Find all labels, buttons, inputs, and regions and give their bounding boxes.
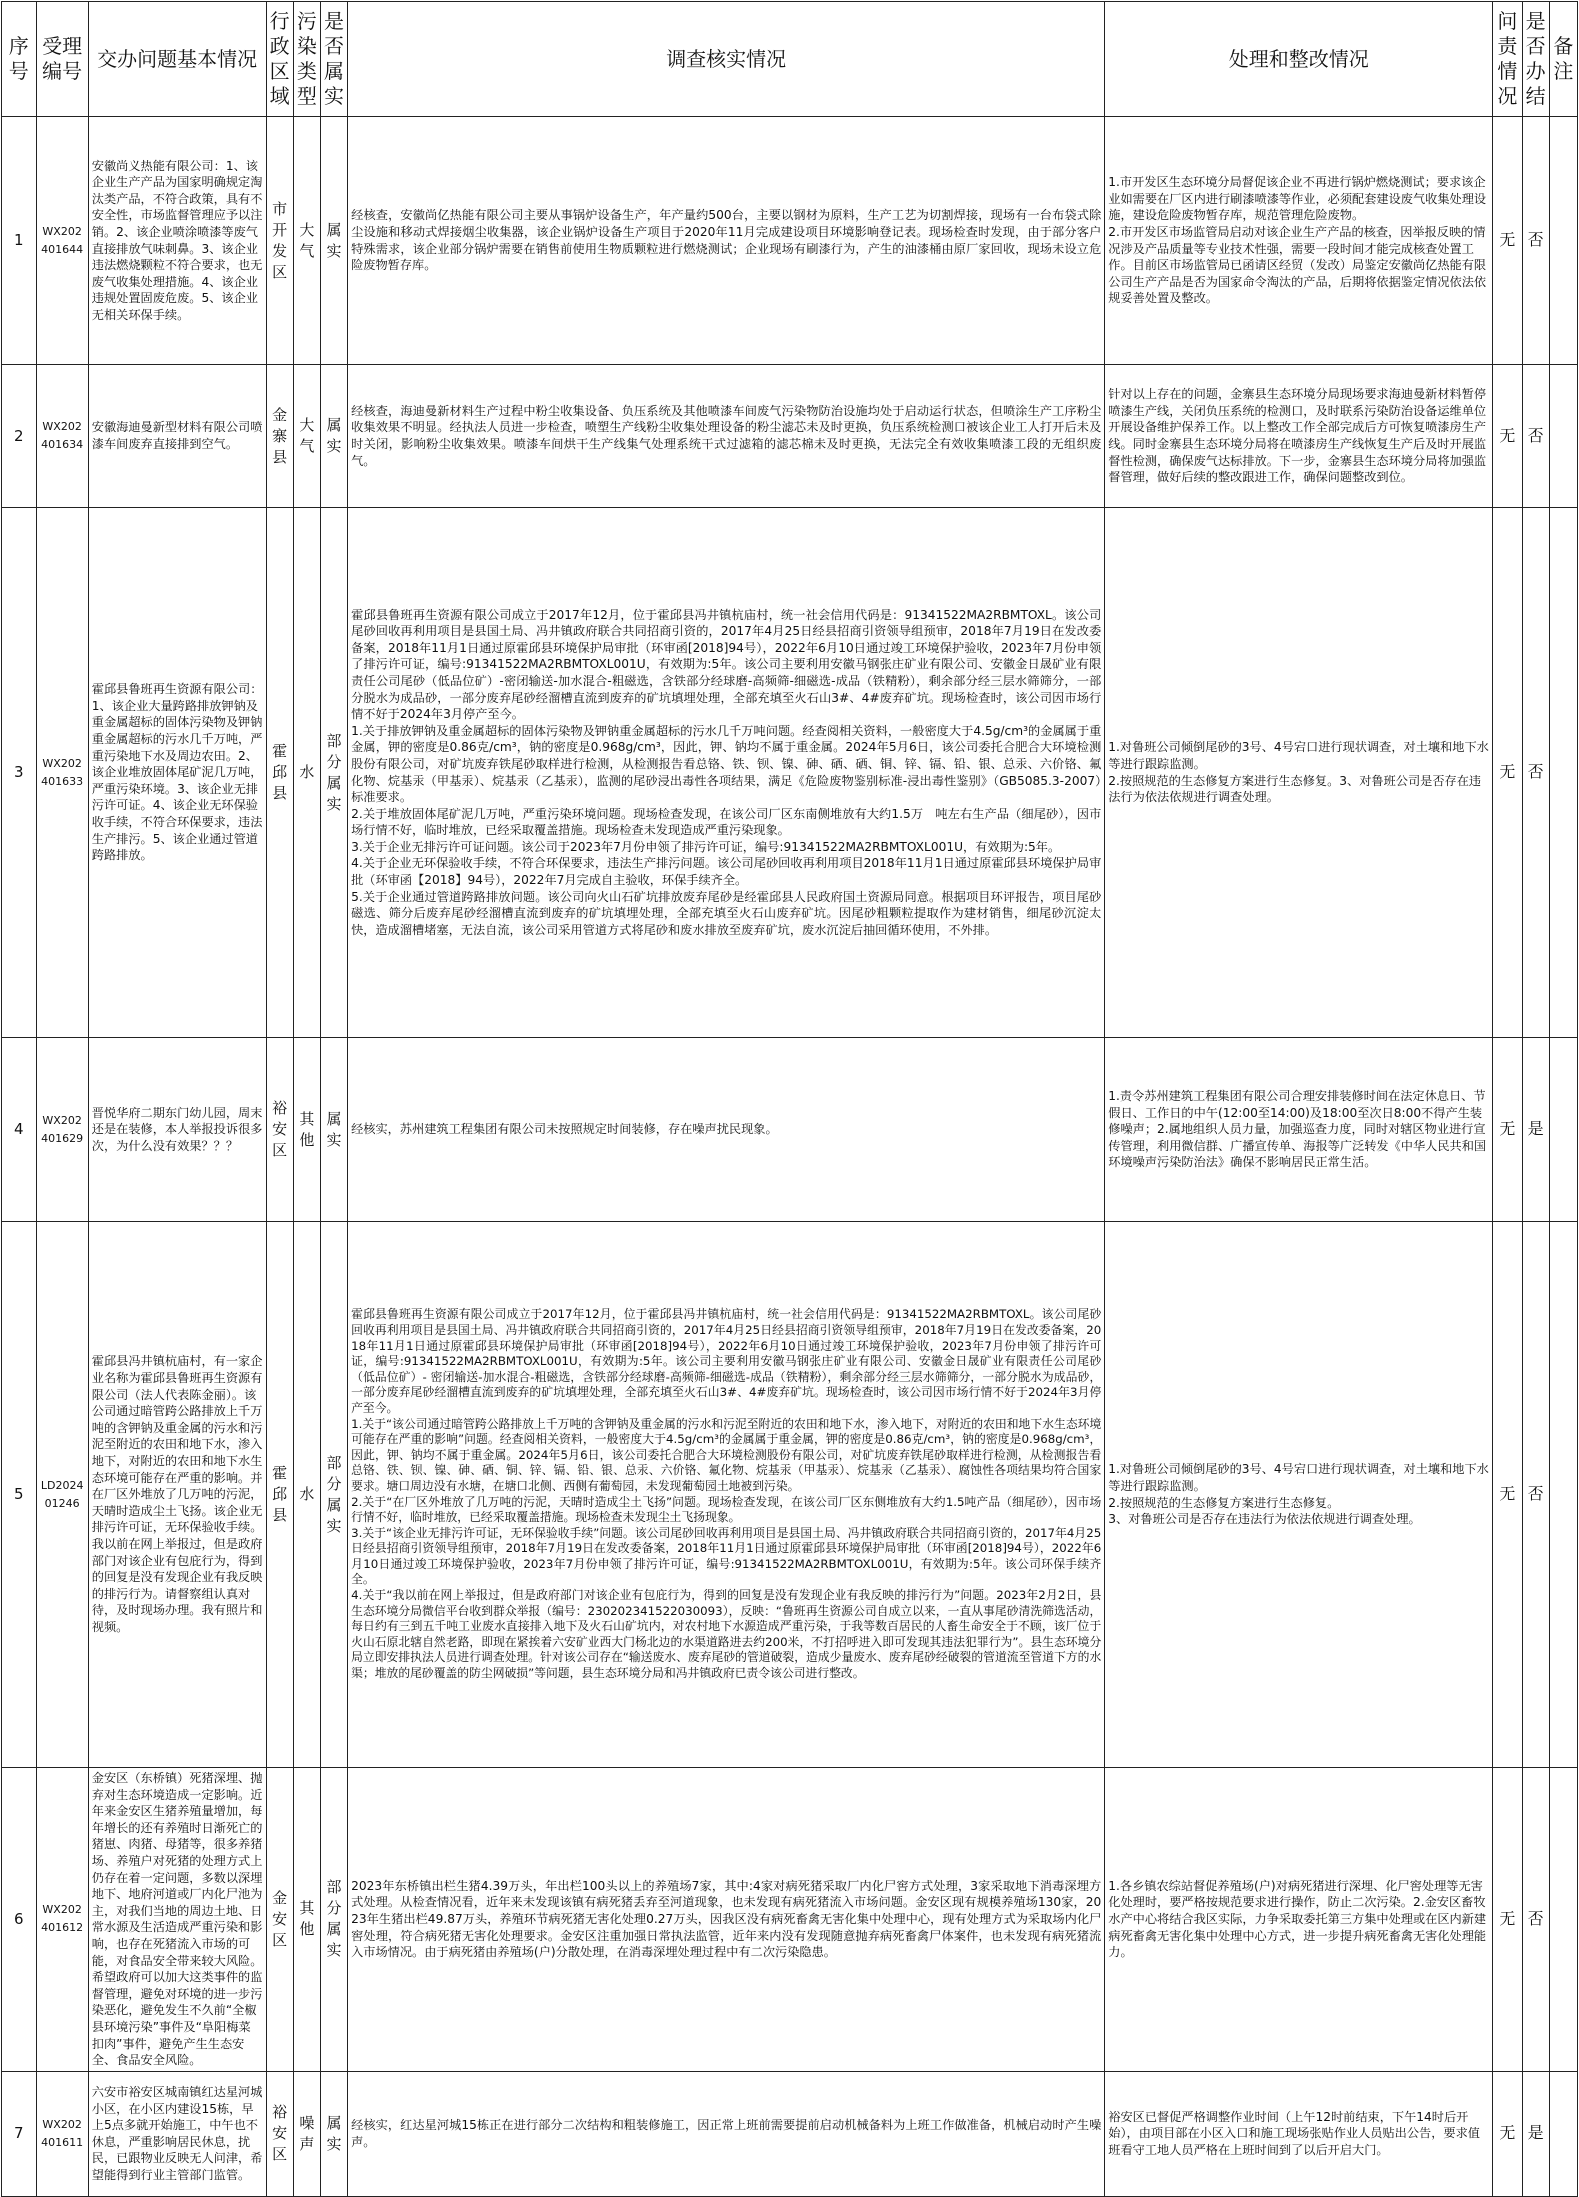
handling-paragraph: 1.责令苏州建筑工程集团有限公司合理安排装修时间在法定休息日、节假日、工作日的中午(12:00至14:00)及18:00至次日8:00不得产生装修噪声；2.属地组织人员力量，加强巡查力度，同时对辖区物业进行宣传管理，利用微信群、广播宣传单、海报等广泛转发《中华人民共和国环境噪声污染防治法》确保不影响居民正常生活。 xyxy=(1108,1089,1487,1170)
problem-cell: 安徽尚义热能有限公司：1、该企业生产产品为国家明确规定淘汰类产品，不符合政策，具有不安全性，市场监督管理应予以注销。2、该企业喷涂喷漆等废气直接排放气味刺鼻。3、该企业违法燃烧颗粒不符合要求，也无废气收集处理措施。4、该企业违规处置固废危废。5、该企业无相关环保手续。 xyxy=(88,117,266,365)
investigation-paragraph: 经核实，苏州建筑工程集团有限公司未按照规定时间装修，存在噪声扰民现象。 xyxy=(351,1122,778,1137)
handling-cell xyxy=(1105,1038,1493,1222)
table-row xyxy=(2,1768,1578,2072)
table-row xyxy=(2,1222,1578,1768)
pollution-type-cell: 其他 xyxy=(293,1038,320,1222)
investigation-paragraph: 经核查，安徽尚亿热能有限公司主要从事锅炉设备生产，年产量约500台，主要以钢材为原料，生产工艺为切割焊接，现场有一台布袋式除尘设施和移动式焊接烟尘收集器，该企业锅炉设备生产项目于2020年11月完成建设项目环境影响登记表。现场检查时发现，由于部分客户特殊需求，该企业部分锅炉需要在销售前使用生物质颗粒进行燃烧测试；企业现场有刷漆行为，产生的油漆桶由原厂家回收，现场未设立危险废物暂存库。 xyxy=(351,208,1102,273)
investigation-cell xyxy=(348,1038,1105,1222)
completed-cell: 否 xyxy=(1522,117,1549,365)
completed-cell: 是 xyxy=(1522,1038,1549,1222)
seq-cell: 5 xyxy=(2,1222,37,1768)
accountability-cell: 无 xyxy=(1493,2071,1522,2196)
table-row xyxy=(2,365,1578,508)
handling-paragraph: 1.对鲁班公司倾倒尾砂的3号、4号宕口进行现状调查，对土壤和地下水等进行跟踪监测。 xyxy=(1108,740,1489,771)
investigation-paragraph: 经核实，红达星河城15栋正在进行部分二次结构和粗装修施工，因正常上班前需要提前启动机械备料为上班工作做准备，机械启动时产生噪声。 xyxy=(351,2118,1102,2149)
id-cell: WX202401612 xyxy=(36,1768,88,2072)
investigation-paragraph: 2.关于堆放固体尾矿泥几万吨，严重污染环境问题。现场检查发现，在该公司厂区东南侧堆放有大约1.5万 吨左右生产品（细尾砂），因市场行情不好，临时堆放，已经采取覆盖措施。现场检查未发现造成严重污染现象。 xyxy=(351,806,1102,838)
problem-cell: 金安区（东桥镇）死猪深埋、抛弃对生态环境造成一定影响。近年来金安区生猪养殖量增加，每年增长的还有养殖时日渐死亡的猪崽、肉猪、母猪等，很多养猪场、养殖户对死猪的处理方式上仍存在着一定问题，多数以深埋地下、地府河道或厂内化尸池为主，对我们当地的周边土地、日常水源及生活造成严重污染和影响，也存在死猪流入市场的可能，对食品安全带来较大风险。希望政府可以加大这类事件的监督管理，避免对环境的进一步污染恶化，避免发生不久前“全椒县环境污染”事件及“阜阳梅菜扣肉”事件，避免产生生态安全、食品安全风险。 xyxy=(88,1768,266,2072)
completed-cell: 否 xyxy=(1522,1768,1549,2072)
header-investigation: 调查核实情况 xyxy=(348,2,1105,117)
verified-cell: 部分属实 xyxy=(320,1768,347,2072)
problem-cell: 晋悦华府二期东门幼儿园，周末还是在装修，本人举报投诉很多次，为什么没有效果？？？ xyxy=(88,1038,266,1222)
verified-cell: 部分属实 xyxy=(320,508,347,1038)
problem-cell: 六安市裕安区城南镇红达星河城小区，在小区内建设15栋，早上5点多就开始施工，中午也不休息，严重影响居民休息，扰民，已跟物业反映无人问津，希望能得到行业主管部门监管。 xyxy=(88,2071,266,2196)
investigation-paragraph: 4.关于“我以前在网上举报过，但是政府部门对该企业有包庇行为，得到的回复是没有发现企业有我反映的排污行为”问题。2023年2月2日，县生态环境分局微信平台收到群众举报（编号：230202341522030093），反映：“鲁班再生资源公司自成立以来，一直从事尾砂清洗筛选活动，每日约有三到五千吨工业废水直接排入地下及火石山矿坑内，对农村地下水源造成严重污染，于我等数百居民的人畜生命安全于不顾，该厂位于火山石原北辖自然老路，即现在紧挨着六安矿业西大门杨北边的水渠道路进去约200米，不打招呼进入即可发现其违法犯罪行为”。县生态环境分局立即安排执法人员进行调查处理。针对该公司存在“输送废水、废弃尾砂的管道破裂，造成少量废水、废弃尾砂经破裂的管道流至管道下方的水渠；堆放的尾砂覆盖的防尘网破损”等问题，县生态环境分局和冯井镇政府已责令该公司进行整改。 xyxy=(351,1588,1102,1681)
header-completed: 是否办结 xyxy=(1522,2,1549,117)
handling-cell xyxy=(1105,508,1493,1038)
problem-cell: 安徽海迪曼新型材料有限公司喷漆车间废弃直接排到空气。 xyxy=(88,365,266,508)
handling-paragraph: 1.各乡镇农综站督促养殖场(户)对病死猪进行深埋、化尸窖处理等无害化处理时，要严格按规范要求进行操作，防止二次污染。2.金安区畜牧水产中心将结合我区实际，力争采取委托第三方集中处理或在区内新建病死畜禽无害化集中处理中心方式，进一步提升病死畜禽无害化处理能力。 xyxy=(1108,1878,1487,1960)
investigation-cell xyxy=(348,1222,1105,1768)
header-accountability: 问责情况 xyxy=(1493,2,1522,117)
verified-cell: 属实 xyxy=(320,2071,347,2196)
investigation-paragraph: 2023年东桥镇出栏生猪4.39万头，年出栏100头以上的养殖场7家，其中:4家对病死猪采取厂内化尸窖方式处理，3家采取地下消毒深埋方式处理。从检查情况看，近年来未发现该镇有病死猪丢弃至河道现象，也未发现有病死猪流入市场问题。金安区现有规模养殖场130家，2023年生猪出栏49.87万头，养殖环节病死猪无害化处理0.27万头，因我区没有病死畜禽无害化集中处理中心，现有处理方式为采取场内化尸窖处理，符合病死猪无害化处理要求。金安区注重加强日常执法监管，近年来内没有发现随意抛弃病死畜禽尸体案件，也未发现有病死猪流入市场情况。由于病死猪由养殖场(户)分散处理，在消毒深埋处理过程中有二次污染隐患。 xyxy=(351,1878,1102,1960)
region-cell: 裕安区 xyxy=(266,1038,293,1222)
remark-cell xyxy=(1549,508,1577,1038)
accountability-cell: 无 xyxy=(1493,1768,1522,2072)
accountability-cell: 无 xyxy=(1493,117,1522,365)
id-cell: WX202401634 xyxy=(36,365,88,508)
pollution-type-cell: 水 xyxy=(293,508,320,1038)
handling-paragraph: 针对以上存在的问题，金寨县生态环境分局现场要求海迪曼新材料暂停喷漆生产线，关闭负压系统的检测口，及时联系污染防治设备运维单位开展设备维护保养工作。以上整改工作全部完成后方可恢复喷漆房生产线。同时金寨县生态环境分局将在喷漆房生产线恢复生产后及时开展监督性检测，确保废气达标排放。下一步，金寨县生态环境分局将加强监督管理，做好后续的整改跟进工作，确保问题整改到位。 xyxy=(1108,387,1487,485)
verified-cell: 属实 xyxy=(320,1038,347,1222)
header-verified: 是否属实 xyxy=(320,2,347,117)
handling-cell xyxy=(1105,1768,1493,2072)
investigation-paragraph: 2.关于“在厂区外堆放了几万吨的污泥，天晴时造成尘土飞扬”问题。现场检查发现，在该公司厂区东侧堆放有大约1.5吨产品（细尾砂），因市场行情不好，临时堆放，已经采取覆盖措施。现场检查未发现尘土飞扬现象。 xyxy=(351,1494,1102,1525)
investigation-paragraph: 霍邱县鲁班再生资源有限公司成立于2017年12月，位于霍邱县冯井镇杭庙村，统一社会信用代码是：91341522MA2RBMTOXL。该公司尾砂回收再利用项目是县国土局、冯井镇政府联合共同招商引资的，2017年4月25日经县招商引资领导组预审，2018年7月19日在发改委备案，2018年11月1日通过原霍邱县环境保护局审批（环审函[2018]94号），2022年6月10日通过竣工环境保护验收，2023年7月份申领了排污许可证，编号:91341522MA2RBMTOXL001U，有效期为:5年。该公司主要利用安徽马钢张庄矿业有限公司、安徽金日晟矿业有限责任公司尾砂（低品位矿）-密闭输送-加水混合-粗磁选，含铁部分经球磨-高频筛-细磁选-成品（铁精粉），剩余部分经三层水筛筛分，一部分脱水为成品砂，一部分废弃尾砂经溜槽直流到废弃的矿坑填埋处理，全部充填至火石山3#、4#废弃矿坑。现场检查时，该公司因市场行情不好于2024年3月停产至今。 xyxy=(351,607,1102,722)
region-cell: 裕安区 xyxy=(266,2071,293,2196)
table-row xyxy=(2,508,1578,1038)
accountability-cell: 无 xyxy=(1493,365,1522,508)
table-row xyxy=(2,2071,1578,2196)
pollution-type-cell: 其他 xyxy=(293,1768,320,2072)
pollution-type-cell: 水 xyxy=(293,1222,320,1768)
header-pollution-type: 污染类型 xyxy=(293,2,320,117)
region-cell: 金安区 xyxy=(266,1768,293,2072)
handling-paragraph: 裕安区已督促严格调整作业时间（上午12时前结束，下午14时后开始），由项目部在小区入口和施工现场张贴作业人员贴出公告，要求值班看守工地人员严格在上班时间到了以后开启大门。 xyxy=(1108,2109,1480,2157)
investigation-cell xyxy=(348,1768,1105,2072)
remark-cell xyxy=(1549,1222,1577,1768)
pollution-type-cell: 大气 xyxy=(293,117,320,365)
remark-cell xyxy=(1549,117,1577,365)
problem-cell: 霍邱县鲁班再生资源有限公司：1、该企业大量跨路排放钾钠及重金属超标的固体污染物及钾钠重金属超标的污水几千万吨，严重污染地下水及周边农田。2、该企业堆放固体尾矿泥几万吨，严重污染环境。3、该企业无排污许可证。4、该企业无环保验收手续，不符合环保要求，违法生产排污。5、该企业通过管道跨路排放。 xyxy=(88,508,266,1038)
seq-cell: 4 xyxy=(2,1038,37,1222)
completed-cell: 否 xyxy=(1522,1222,1549,1768)
handling-cell xyxy=(1105,1222,1493,1768)
accountability-cell: 无 xyxy=(1493,508,1522,1038)
region-cell: 金寨县 xyxy=(266,365,293,508)
header-row xyxy=(2,2,1578,117)
investigation-paragraph: 4.关于企业无环保验收手续，不符合环保要求，违法生产排污问题。该公司尾砂回收再利用项目2018年11月1日通过原霍邱县环境保护局审批（环审函【2018】94号），2022年7月完成自主验收，环保手续齐全。 xyxy=(351,856,1102,888)
complaint-table xyxy=(1,1,1578,2197)
investigation-cell xyxy=(348,365,1105,508)
handling-cell xyxy=(1105,365,1493,508)
handling-paragraph: 2.按照规范的生态修复方案进行生态修复。 xyxy=(1108,1495,1340,1510)
investigation-cell xyxy=(348,117,1105,365)
header-id: 受理编号 xyxy=(36,2,88,117)
id-cell: LD202401246 xyxy=(36,1222,88,1768)
verified-cell: 属实 xyxy=(320,117,347,365)
handling-paragraph: 1.市开发区生态环境分局督促该企业不再进行锅炉燃烧测试；要求该企业如需要在厂区内进行刷漆喷漆等作业，必须配套建设废气收集处理设施，建设危险废物暂存库，规范管理危险废物。 xyxy=(1108,175,1487,223)
investigation-paragraph: 3.关于“该企业无排污许可证，无环保验收手续”问题。该公司尾砂回收再利用项目是县国土局、冯井镇政府联合共同招商引资的，2017年4月25日经县招商引资领导组预审，2018年7月19日在发改委备案，2018年11月1日通过原霍邱县环境保护局审批（环审函[2018]94号），2022年6月10日通过竣工环境保护验收，2023年7月份申领了排污许可证，编号:91341522MA2RBMTOXL001U，有效期为:5年。该公司环保手续齐全。 xyxy=(351,1525,1102,1587)
header-region: 行政区域 xyxy=(266,2,293,117)
id-cell: WX202401633 xyxy=(36,508,88,1038)
investigation-cell xyxy=(348,2071,1105,2196)
investigation-paragraph: 经核查，海迪曼新材料生产过程中粉尘收集设备、负压系统及其他喷漆车间废气污染物防治设施均处于启动运行状态，但喷涂生产工序粉尘收集效果不明显。经执法人员进一步检查，喷塑生产线粉尘收集处理设备的粉尘滤芯未及时更换，负压系统检测口被该企业工人打开后未及时关闭，影响粉尘收集效果。喷漆车间烘干生产线集气处理系统干式过滤箱的滤芯棉未及时更换，无法完全有效收集喷漆工段的无组织废气。 xyxy=(351,403,1102,468)
verified-cell: 属实 xyxy=(320,365,347,508)
remark-cell xyxy=(1549,2071,1577,2196)
investigation-cell xyxy=(348,508,1105,1038)
seq-cell: 3 xyxy=(2,508,37,1038)
header-problem: 交办问题基本情况 xyxy=(88,2,266,117)
investigation-paragraph: 5.关于企业通过管道跨路排放问题。该公司向火山石矿坑排放废弃尾砂是经霍邱县人民政府国土资源局同意。根据项目环评报告，项目尾砂磁选、筛分后废弃尾砂经溜槽直流到废弃的矿坑填埋处理，全部充填至火石山废弃矿坑。因尾砂粗颗粒提取作为建材销售，细尾砂沉淀太快，造成溜槽堵塞，无法自流，该公司采用管道方式将尾砂和废水排放至废弃矿坑，废水沉淀后抽回循环使用，不外排。 xyxy=(351,889,1102,937)
completed-cell: 否 xyxy=(1522,508,1549,1038)
region-cell: 市开发区 xyxy=(266,117,293,365)
pollution-type-cell: 大气 xyxy=(293,365,320,508)
table-row xyxy=(2,1038,1578,1222)
seq-cell: 6 xyxy=(2,1768,37,2072)
remark-cell xyxy=(1549,1038,1577,1222)
remark-cell xyxy=(1549,1768,1577,2072)
handling-paragraph: 2.市开发区市场监管局启动对该企业生产产品的核查，因举报反映的情况涉及产品质量等专业技术性强，需要一段时间才能完成核查处置工作。目前区市场监管局已函请区经贸（发改）局鉴定安徽尚亿热能有限公司生产产品是否为国家命令淘汰的产品，后期将依据鉴定情况依法依规妥善处置及整改。 xyxy=(1108,224,1487,306)
handling-cell xyxy=(1105,2071,1493,2196)
accountability-cell: 无 xyxy=(1493,1038,1522,1222)
header-seq: 序号 xyxy=(2,2,37,117)
region-cell: 霍邱县 xyxy=(266,508,293,1038)
investigation-paragraph: 1.关于排放钾钠及重金属超标的固体污染物及钾钠重金属超标的污水几千万吨问题。经查阅相关资料，一般密度大于4.5g/cm³的金属属于重金属，钾的密度是0.86克/cm³，钠的密度是0.968g/cm³，因此，钾、钠均不属于重金属。2024年5月6日，该公司委托合肥合大环境检测股份有限公司，对矿坑废弃铁尾砂取样进行检测，从检测报告看总铬、铁、钡、镍、砷、硒、硒、铜、锌、镉、铅、银、总汞、六价铬、氟化物、烷基汞（甲基汞）、烷基汞（乙基汞），监测的尾砂浸出毒性各项结果，满足《危险废物鉴别标准-浸出毒性鉴别》（GB5085.3-2007）标准要求。 xyxy=(351,723,1102,805)
pollution-type-cell: 噪声 xyxy=(293,2071,320,2196)
completed-cell: 否 xyxy=(1522,365,1549,508)
id-cell: WX202401629 xyxy=(36,1038,88,1222)
handling-cell xyxy=(1105,117,1493,365)
investigation-paragraph: 霍邱县鲁班再生资源有限公司成立于2017年12月，位于霍邱县冯井镇杭庙村，统一社会信用代码是：91341522MA2RBMTOXL。该公司尾砂回收再利用项目是县国土局、冯井镇政府联合共同招商引资的，2017年4月25日经县招商引资领导组预审，2018年7月19日在发改委备案，2018年11月1日通过原霍邱县环境保护局审批（环审函[2018]94号），2022年6月10日通过竣工环境保护验收，2023年7月份申领了排污许可证，编号:91341522MA2RBMTOXL001U，有效期为:5年。该公司主要利用安徽马钢张庄矿业有限公司、安徽金日晟矿业有限责任公司尾砂（低品位矿）- 密闭输送-加水混合-粗磁选，含铁部分经球磨-高频筛-细磁选-成品（铁精粉），剩余部分经三层水筛筛分，一部分脱水为成品砂，一部分废弃尾砂经溜槽直流到废弃的矿坑填埋处理，全部充填至火石山3#、4#废弃矿坑。现场检查时，该公司因市场行情不好于2024年3月停产至今。 xyxy=(351,1307,1102,1415)
problem-cell: 霍邱县冯井镇杭庙村，有一家企业名称为霍邱县鲁班再生资源有限公司（法人代表陈金丽）。该公司通过暗管跨公路排放上千万吨的含钾钠及重金属的污水和污泥至附近的农田和地下水，渗入地下，对附近的农田和地下水生态环境可能存在严重的影响。并在厂区外堆放了几万吨的污泥，天晴时造成尘土飞扬。该企业无排污许可证，无环保验收手续。我以前在网上举报过，但是政府部门对该企业有包庇行为，得到的回复是没有发现企业有我反映的排污行为。请督察组认真对待，及时现场办理。我有照片和视频。 xyxy=(88,1222,266,1768)
handling-paragraph: 2.按照规范的生态修复方案进行生态修复。3、对鲁班公司是否存在违法行为依法依规进行调查处理。 xyxy=(1108,773,1482,805)
handling-paragraph: 3、对鲁班公司是否存在违法行为依法依规进行调查处理。 xyxy=(1108,1512,1421,1527)
id-cell: WX202401611 xyxy=(36,2071,88,2196)
investigation-paragraph: 3.关于企业无排污许可证问题。该公司于2023年7月份申领了排污许可证，编号:91341522MA2RBMTOXL001U，有效期为:5年。 xyxy=(351,839,1061,854)
header-remark: 备注 xyxy=(1549,2,1577,117)
seq-cell: 7 xyxy=(2,2071,37,2196)
table-row xyxy=(2,117,1578,365)
seq-cell: 1 xyxy=(2,117,37,365)
header-handling: 处理和整改情况 xyxy=(1105,2,1493,117)
accountability-cell: 无 xyxy=(1493,1222,1522,1768)
handling-paragraph: 1.对鲁班公司倾倒尾砂的3号、4号宕口进行现状调查，对土壤和地下水等进行跟踪监测。 xyxy=(1108,1462,1489,1493)
region-cell: 霍邱县 xyxy=(266,1222,293,1768)
completed-cell: 是 xyxy=(1522,2071,1549,2196)
verified-cell: 部分属实 xyxy=(320,1222,347,1768)
seq-cell: 2 xyxy=(2,365,37,508)
remark-cell xyxy=(1549,365,1577,508)
investigation-paragraph: 1.关于“该公司通过暗管跨公路排放上千万吨的含钾钠及重金属的污水和污泥至附近的农田和地下水，渗入地下，对附近的农田和地下水生态环境可能存在严重的影响”问题。经查阅相关资料，一般密度大于4.5g/cm³的金属属于重金属，钾的密度是0.86克/cm³，钠的密度是0.968g/cm³，因此，钾、钠均不属于重金属。2024年5月6日，该公司委托合肥合大环境检测股份有限公司，对矿坑废弃铁尾砂取样进行检测，从检测报告看总铬、铁、钡、镍、砷、硒、铜、锌、镉、铅、银、总汞、六价铬、氟化物、烷基汞（甲基汞）、烷基汞（乙基汞）、腐蚀性各项结果均符合国家要求。塘口周边没有水塘，在塘口北侧、西侧有葡萄园，未发现葡萄园土地被到污染。 xyxy=(351,1416,1102,1493)
id-cell: WX202401644 xyxy=(36,117,88,365)
